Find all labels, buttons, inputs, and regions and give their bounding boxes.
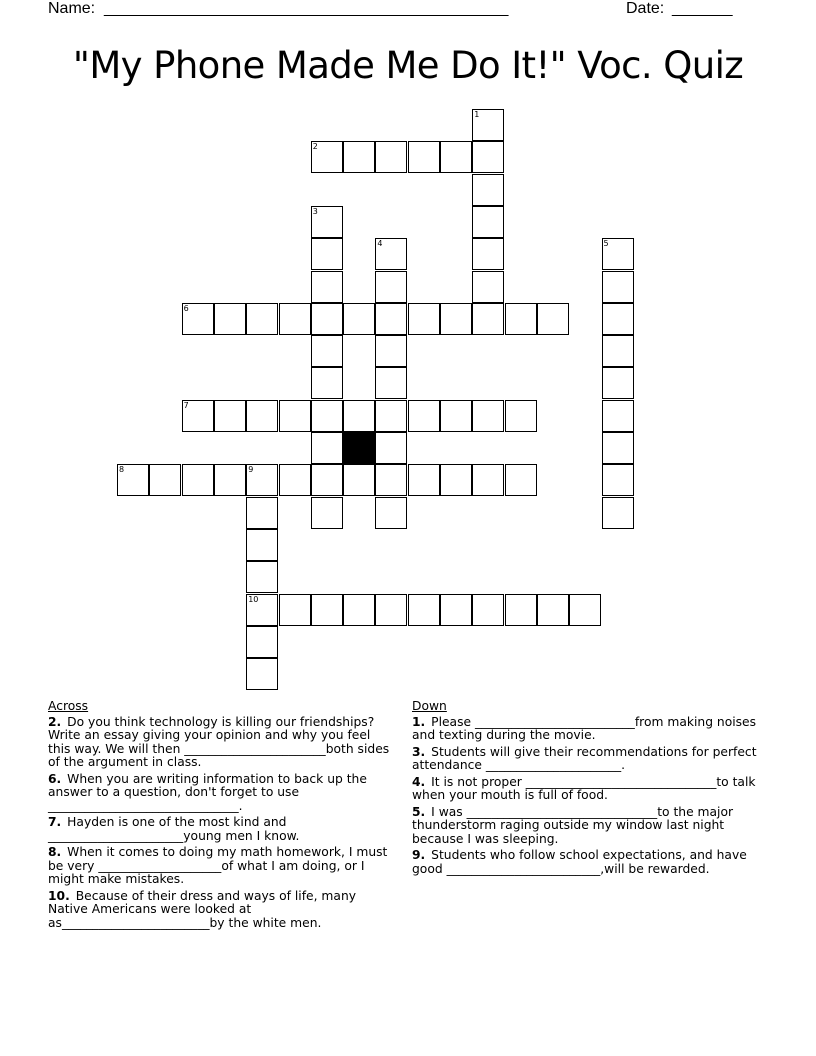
clue-text: When it comes to doing my math homework, I must be very ____________________of what I am doing, or I might make mistakes. [48,845,388,886]
clue-across-8 [48,846,392,887]
grid-cell[interactable] [505,594,537,626]
grid-cell[interactable] [311,464,343,496]
grid-cell[interactable] [375,464,407,496]
grid-cell[interactable] [408,594,440,626]
grid-cell[interactable] [602,238,634,270]
grid-cell[interactable] [505,400,537,432]
grid-cell[interactable] [149,464,181,496]
grid-cell[interactable] [375,335,407,367]
grid-cell[interactable] [311,271,343,303]
grid-cell[interactable] [311,594,343,626]
clue-number-label: 10 [248,594,259,604]
grid-cell[interactable] [343,594,375,626]
grid-cell[interactable] [279,303,311,335]
clue-number: 6. [48,771,62,786]
grid-cell[interactable] [440,400,472,432]
grid-cell[interactable] [311,303,343,335]
clue-down-4 [412,776,760,803]
grid-cell[interactable] [408,303,440,335]
clue-across-6 [48,773,392,814]
grid-cell[interactable] [246,594,278,626]
date-label: Date: [626,0,665,17]
grid-cell[interactable] [602,335,634,367]
across-heading: Across [48,699,89,713]
grid-cell[interactable] [505,464,537,496]
grid-cell[interactable] [311,432,343,464]
grid-cell[interactable] [375,303,407,335]
clue-down-5 [412,806,760,847]
grid-cell[interactable] [311,335,343,367]
grid-cell[interactable] [246,626,278,658]
grid-cell[interactable] [214,303,246,335]
grid-cell[interactable] [246,464,278,496]
black-square [343,432,375,464]
grid-cell[interactable] [472,400,504,432]
clue-number-label: 4 [377,239,383,249]
grid-cell[interactable] [375,497,407,529]
grid-cell[interactable] [602,271,634,303]
grid-cell[interactable] [246,529,278,561]
grid-cell[interactable] [440,594,472,626]
grid-cell[interactable] [375,141,407,173]
grid-cell[interactable] [440,464,472,496]
name-field[interactable]: _______________________________________________ [104,0,509,17]
grid-cell[interactable] [246,303,278,335]
grid-cell[interactable] [472,594,504,626]
grid-cell[interactable] [472,271,504,303]
grid-cell[interactable] [279,400,311,432]
grid-cell[interactable] [569,594,601,626]
grid-cell[interactable] [602,400,634,432]
grid-cell[interactable] [182,303,214,335]
grid-cell[interactable] [279,464,311,496]
grid-cell[interactable] [182,464,214,496]
clue-number-label: 3 [312,206,318,216]
name-label: Name: [48,0,96,17]
grid-cell[interactable] [375,367,407,399]
grid-cell[interactable] [311,367,343,399]
clue-number-label: 7 [183,400,189,410]
clue-across-7 [48,816,392,843]
clue-text: When you are writing information to back up the answer to a question, don't forget to use _______________________________. [48,771,367,813]
grid-cell[interactable] [537,303,569,335]
grid-cell[interactable] [472,303,504,335]
clue-text: Because of their dress and ways of life, many Native Americans were looked at as________________________by the white men. [48,888,357,930]
grid-cell[interactable] [408,400,440,432]
clue-text: I was _______________________________to the major thunderstorm raging outside my window last night because I was sleeping. [412,804,734,846]
grid-cell[interactable] [472,206,504,238]
clue-number-label: 8 [119,465,125,475]
grid-cell[interactable] [182,400,214,432]
grid-cell[interactable] [279,594,311,626]
clue-number-label: 9 [248,465,254,475]
clue-number-label: 5 [603,239,609,249]
grid-cell[interactable] [440,303,472,335]
clue-text: Please __________________________from making noises and texting during the movie. [412,714,757,742]
grid-cell[interactable] [408,141,440,173]
clue-across-10 [48,890,392,931]
grid-cell[interactable] [602,464,634,496]
down-clues [412,700,760,879]
grid-cell[interactable] [343,400,375,432]
grid-cell[interactable] [472,174,504,206]
grid-cell[interactable] [408,464,440,496]
clue-text: Students who follow school expectations, and have good _________________________,will be rewarded. [412,848,747,876]
clue-text: Students will give their recommendations for perfect attendance ______________________. [412,744,757,772]
grid-cell[interactable] [505,303,537,335]
grid-cell[interactable] [246,561,278,593]
grid-cell[interactable] [311,400,343,432]
grid-cell[interactable] [214,400,246,432]
grid-cell[interactable] [440,141,472,173]
grid-cell[interactable] [472,109,504,141]
grid-cell[interactable] [375,432,407,464]
grid-cell[interactable] [602,432,634,464]
grid-cell[interactable] [472,464,504,496]
clue-number: 8. [48,845,62,859]
grid-cell[interactable] [343,464,375,496]
grid-cell[interactable] [311,238,343,270]
clue-down-1 [412,716,760,743]
clue-text: Do you think technology is killing our friendships? Write an essay giving your opinion and why you feel this way. We will then _______________________both sides of the argument in class. [48,714,390,769]
grid-cell[interactable] [375,594,407,626]
clue-number: 10. [48,888,70,903]
grid-cell[interactable] [343,303,375,335]
page-title: "My Phone Made Me Do It!" Voc. Quiz [72,44,744,87]
clue-text: It is not proper _______________________________to talk when your mouth is full of food. [412,774,756,802]
grid-cell[interactable] [343,141,375,173]
clue-text: Hayden is one of the most kind and ______________________young men I know. [48,815,300,843]
grid-cell[interactable] [472,141,504,173]
clue-down-9 [412,849,760,876]
grid-cell[interactable] [214,464,246,496]
clue-number: 1. [412,714,426,729]
clue-number: 9. [412,848,426,862]
grid-cell[interactable] [375,271,407,303]
clue-number: 5. [412,804,426,819]
date-field[interactable]: _______ [672,0,733,17]
clue-number-label: 1 [474,110,480,119]
down-heading: Down [412,699,447,713]
clue-number: 7. [48,815,62,829]
grid-cell[interactable] [246,497,278,529]
clue-number: 2. [48,714,62,729]
grid-cell[interactable] [311,141,343,173]
grid-cell[interactable] [602,497,634,529]
across-clues [48,700,392,933]
grid-cell[interactable] [311,206,343,238]
grid-cell[interactable] [375,238,407,270]
grid-cell[interactable] [537,594,569,626]
clue-number: 4. [412,774,426,789]
grid-cell[interactable] [117,464,149,496]
clue-number-label: 2 [312,142,318,152]
grid-cell[interactable] [311,497,343,529]
grid-cell[interactable] [602,303,634,335]
grid-cell[interactable] [375,400,407,432]
clue-number-label: 6 [183,303,189,313]
grid-cell[interactable] [472,238,504,270]
clue-across-2 [48,716,392,770]
grid-cell[interactable] [246,658,278,690]
grid-cell[interactable] [246,400,278,432]
clue-down-3 [412,746,760,773]
clue-number: 3. [412,744,426,759]
grid-cell[interactable] [602,367,634,399]
